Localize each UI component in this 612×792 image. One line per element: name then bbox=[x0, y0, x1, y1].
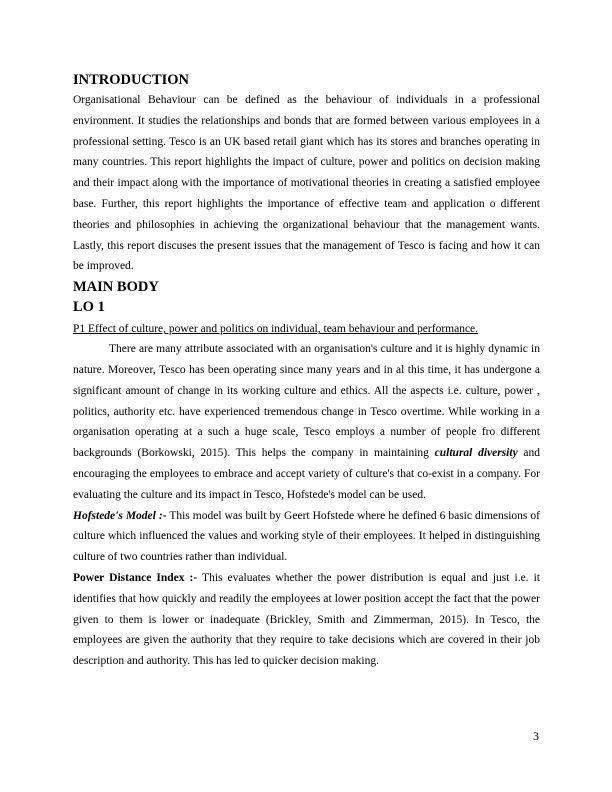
hofstede-paragraph bbox=[73, 506, 540, 568]
page-number: 3 bbox=[533, 729, 539, 743]
power-distance-label: Power Distance Index :- bbox=[73, 571, 198, 584]
main-body-heading: MAIN BODY bbox=[73, 279, 159, 296]
hofstede-text: This model was built by Geert Hofstede where he defined 6 basic dimensions of culture which influenced the values and working style of their employees. It helped in distinguishing culture of two countries rather than individual. bbox=[73, 509, 540, 564]
page-content bbox=[73, 70, 540, 672]
lo1-heading: LO 1 bbox=[73, 299, 105, 316]
power-distance-text: This evaluates whether the power distribution is equal and just i.e. it identifies that how quickly and readily the employees at lower position accept the fact that the power given to them is lower or inadequate (Brickley, Smith and Zimmerman, 2015). In Tesco, the employees are given the authority that they require to take decisions which are covered in their job description and authority. This has led to quicker decision making. bbox=[73, 571, 541, 668]
hofstede-label: Hofstede's Model :- bbox=[73, 509, 167, 522]
culture-paragraph-part2: and encouraging the employees to embrace and accept variety of culture's that co-exist in a company. For evaluating the culture and its impact in Tesco, Hofstede's model can be used. bbox=[73, 447, 541, 501]
culture-paragraph bbox=[73, 339, 540, 505]
introduction-paragraph: Organisational Behaviour can be defined as the behaviour of individuals in a professional environment. It studies the relationships and bonds that are formed between various employees in a professional setting. Tesco is an UK based retail giant which has its stores and branches operating in many countries. This report highlights the impact of culture, power and politics on decision making and their impact along with the importance of motivational theories in creating a satisfied employee base. Further, this report highlights the importance of effective team and application o different theories and philosophies in achieving the organizational behaviour that the management wants. Lastly, this report discuses the present issues that the management of Tesco is facing and how it can be improved. bbox=[73, 94, 540, 273]
culture-paragraph-part1: There are many attribute associated with an organisation's culture and it is highly dynamic in nature. Moreover, Tesco has been operating since many years and in al this time, it has undergone a significant amount of change in its working culture and ethics. All the aspects i.e. culture, power , politics, authority etc. have experienced tremendous change in Tesco overtime. While working in a organisation operating at a such a huge scale, Tesco employs a number of people fro different backgrounds (Borkowski, 2015). This helps the company in maintaining bbox=[73, 343, 540, 460]
p1-subheading-text: P1 Effect of culture, power and politics on individual, team behaviour and performance. bbox=[73, 323, 479, 336]
power-distance-paragraph bbox=[73, 568, 540, 672]
introduction-heading: INTRODUCTION bbox=[73, 72, 190, 88]
p1-subheading bbox=[73, 319, 540, 339]
cultural-diversity-emphasis: cultural diversity bbox=[434, 447, 518, 460]
